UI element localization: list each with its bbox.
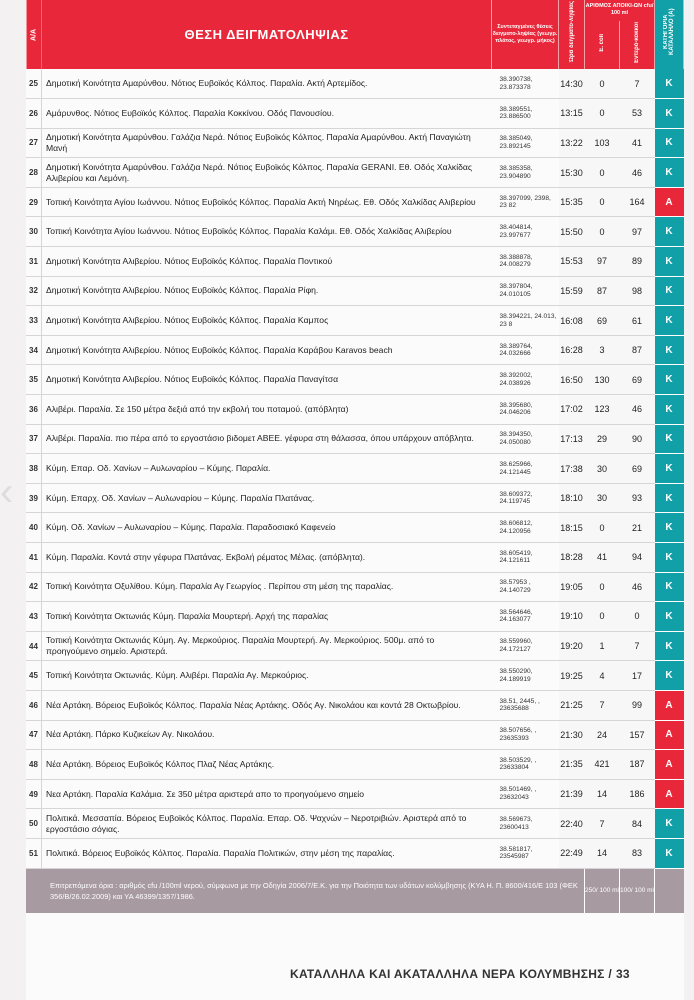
row-category: A	[655, 720, 684, 750]
row-number: 41	[26, 543, 42, 573]
row-ecoli: 0	[585, 602, 620, 632]
row-ecoli: 4	[585, 661, 620, 691]
row-time: 15:30	[559, 158, 585, 188]
row-coords: 38.404814, 23.997677	[492, 217, 559, 247]
row-place: Τοπική Κοινότητα Οκτωνιάς. Κύμη. Αλιβέρι. Παραλία Αγ. Μερκούριος.	[42, 661, 492, 691]
row-place: Αλιβέρι. Παραλία. πιο πέρα από το εργοστάσιο βιδομετ ΑΒΕΕ. γέφυρα στη θάλασσα, όπου υπάρχουν απόβλητα.	[42, 424, 492, 454]
row-place: Τοπική Κοινότητα Οξυλίθου. Κύμη. Παραλία Αγ Γεωργίος . Περίπου στη μέση της παραλίας.	[42, 572, 492, 602]
row-coords: 38.501469, , 23632043	[492, 779, 559, 809]
table-row	[26, 395, 684, 425]
row-enterococci: 98	[620, 276, 655, 306]
row-place: Τοπική Κοινότητα Αγίου Ιωάννου. Νότιος Ευβοϊκός Κόλπος. Παραλία Καλάμι. Εθ. Οδός Χαλκίδας Αλιβερίου	[42, 217, 492, 247]
row-place: Νέα Αρτάκη. Βόρειος Ευβοϊκός Κόλπος Πλαζ Νέας Αρτάκης.	[42, 750, 492, 780]
row-coords: 38.503529, , 23633804	[492, 750, 559, 780]
row-place: Δημοτική Κοινότητα Αλιβερίου. Νότιος Ευβοϊκός Κόλπος. Παραλία Καμπος	[42, 306, 492, 336]
row-place: Κύμη. Οδ. Χανίων – Αυλωναρίου – Κύμης. Παραλία. Παραδοσιακό Καφενείο	[42, 513, 492, 543]
row-time: 16:28	[559, 335, 585, 365]
row-ecoli: 1	[585, 631, 620, 661]
row-coords: 38.390738, 23.873378	[492, 69, 559, 99]
row-ecoli: 41	[585, 543, 620, 573]
row-ecoli: 7	[585, 690, 620, 720]
row-ecoli: 0	[585, 158, 620, 188]
row-ecoli: 87	[585, 276, 620, 306]
row-ecoli: 7	[585, 809, 620, 839]
row-enterococci: 99	[620, 690, 655, 720]
row-enterococci: 53	[620, 99, 655, 129]
row-category: K	[655, 838, 684, 868]
row-enterococci: 17	[620, 661, 655, 691]
table-row	[26, 720, 684, 750]
table-row	[26, 690, 684, 720]
row-place: Δημοτική Κοινότητα Αμαρύνθου. Γαλάζια Νερά. Νότιος Ευβοϊκός Κόλπος. Παραλία GERANI. Εθ. Οδός Χαλκίδας Αλιβερίου και Λεμόνη.	[42, 158, 492, 188]
table-row	[26, 809, 684, 839]
row-number: 39	[26, 483, 42, 513]
row-category: K	[655, 276, 684, 306]
row-enterococci: 69	[620, 365, 655, 395]
table-row	[26, 128, 684, 158]
row-ecoli: 0	[585, 187, 620, 217]
row-number: 48	[26, 750, 42, 780]
row-category: K	[655, 247, 684, 277]
row-category: A	[655, 750, 684, 780]
table-row	[26, 572, 684, 602]
row-coords: 38.581817, 23545987	[492, 838, 559, 868]
row-ecoli: 14	[585, 779, 620, 809]
row-coords: 38.625966, 24.121445	[492, 454, 559, 484]
row-time: 18:15	[559, 513, 585, 543]
header-micro: ΑΡΙΘΜΟΣ ΑΠΟΙΚΙ-ΩΝ cfu/ 100 ml	[585, 0, 655, 21]
row-time: 22:49	[559, 838, 585, 868]
row-place: Τοπική Κοινότητα Οκτωνιάς Κύμη. Παραλία Μουρτερή. Αρχή της παραλίας	[42, 602, 492, 632]
row-ecoli: 130	[585, 365, 620, 395]
table-row	[26, 543, 684, 573]
row-category: K	[655, 335, 684, 365]
row-category: K	[655, 631, 684, 661]
row-number: 45	[26, 661, 42, 691]
row-ecoli: 0	[585, 69, 620, 99]
header-place: ΘΕΣΗ ΔΕΙΓΜΑΤΟΛΗΨΙΑΣ	[42, 0, 492, 69]
row-coords: 38.51, 2445, , 23635688	[492, 690, 559, 720]
row-ecoli: 24	[585, 720, 620, 750]
row-coords: 38.392002, 24.038926	[492, 365, 559, 395]
row-time: 17:02	[559, 395, 585, 425]
page-footer-title: ΚΑΤΑΛΛΗΛΑ ΚΑΙ ΑΚΑΤΑΛΛΗΛΑ ΝΕΡΑ ΚΟΛΥΜΒΗΣΗΣ /	[290, 967, 612, 981]
row-place: Δημοτική Κοινότητα Αμαρύνθου. Γαλάζια Νερά. Νότιος Ευβοϊκός Κόλπος. Παραλία Αμαρύνθου. Ακτή Παναγιώτη Μανή	[42, 128, 492, 158]
row-coords: 38.609372, 24.119745	[492, 483, 559, 513]
row-time: 19:20	[559, 631, 585, 661]
row-enterococci: 41	[620, 128, 655, 158]
row-time: 21:30	[559, 720, 585, 750]
row-place: Νέα Αρτάκη. Βόρειος Ευβοϊκός Κόλπος. Παραλία Νέας Αρτάκης. Οδός Αγ. Νικολάου και κοντά 28 Οκτωβρίου.	[42, 690, 492, 720]
row-number: 42	[26, 572, 42, 602]
row-coords: 38.385358, 23.904890	[492, 158, 559, 188]
row-number: 26	[26, 99, 42, 129]
row-place: Αλιβέρι. Παραλία. Σε 150 μέτρα δεξιά από την εκβολή του ποταμού. (απόβλητα)	[42, 395, 492, 425]
row-category: K	[655, 217, 684, 247]
row-ecoli: 0	[585, 572, 620, 602]
row-time: 19:10	[559, 602, 585, 632]
row-time: 21:39	[559, 779, 585, 809]
row-enterococci: 46	[620, 572, 655, 602]
row-number: 35	[26, 365, 42, 395]
row-enterococci: 83	[620, 838, 655, 868]
table-body	[26, 69, 684, 868]
row-time: 16:08	[559, 306, 585, 336]
row-time: 19:05	[559, 572, 585, 602]
row-number: 32	[26, 276, 42, 306]
row-number: 28	[26, 158, 42, 188]
row-coords: 38.394350, 24.050080	[492, 424, 559, 454]
row-coords: 38.569673, 23600413	[492, 809, 559, 839]
header-time	[559, 0, 585, 69]
row-number: 31	[26, 247, 42, 277]
row-place: Δημοτική Κοινότητα Αλιβερίου. Νότιος Ευβοϊκός Κόλπος. Παραλία Ρίφη.	[42, 276, 492, 306]
row-coords: 38.550290, 24.189919	[492, 661, 559, 691]
row-category: K	[655, 424, 684, 454]
row-ecoli: 0	[585, 513, 620, 543]
header-aa: Α/Α	[26, 0, 42, 69]
row-time: 13:15	[559, 99, 585, 129]
row-number: 37	[26, 424, 42, 454]
row-enterococci: 61	[620, 306, 655, 336]
row-enterococci: 0	[620, 602, 655, 632]
row-enterococci: 93	[620, 483, 655, 513]
row-category: K	[655, 543, 684, 573]
row-ecoli: 123	[585, 395, 620, 425]
row-enterococci: 69	[620, 454, 655, 484]
row-time: 17:38	[559, 454, 585, 484]
table-row	[26, 335, 684, 365]
row-time: 21:25	[559, 690, 585, 720]
row-number: 27	[26, 128, 42, 158]
page-footer	[290, 967, 680, 981]
row-number: 50	[26, 809, 42, 839]
row-number: 38	[26, 454, 42, 484]
row-number: 33	[26, 306, 42, 336]
header-category	[655, 0, 684, 69]
row-coords: 38.605419, 24.121611	[492, 543, 559, 573]
row-time: 21:35	[559, 750, 585, 780]
table-row	[26, 69, 684, 99]
limits-note: Επιτρεπόμενα όρια : αριθμός cfu /100ml νερού, σύμφωνα με την Οδηγία 2006/7/Ε.Κ. για την Ποιότητα των υδάτων κολύμβησης (ΚΥΑ Η. Π. 8600/416/Ε 103 (ΦΕΚ 356/Β/26.02.2009) και ΥΑ 46399/1357/1986.	[26, 868, 585, 913]
row-place: Δημοτική Κοινότητα Αμαρύνθου. Νότιος Ευβοϊκός Κόλπος. Παραλία. Ακτή Αρτεμίδος.	[42, 69, 492, 99]
table-row	[26, 424, 684, 454]
row-coords: 38.57953 , 24.140729	[492, 572, 559, 602]
header-category-label: ΚΑΤΗΓΟΡΙΑ ΚΑΤΑΛΛΗΛΟ (Α)	[663, 8, 675, 56]
row-time: 22:40	[559, 809, 585, 839]
row-time: 13:22	[559, 128, 585, 158]
row-category: K	[655, 602, 684, 632]
row-coords: 38.564646, 24.163077	[492, 602, 559, 632]
row-place: Τοπική Κοινότητα Αγίου Ιωάννου. Νότιος Ευβοϊκός Κόλπος. Παραλία Ακτή Νηρέως. Εθ. Οδός Χαλκίδας Αλιβερίου	[42, 187, 492, 217]
row-enterococci: 84	[620, 809, 655, 839]
row-enterococci: 186	[620, 779, 655, 809]
row-ecoli: 103	[585, 128, 620, 158]
row-ecoli: 421	[585, 750, 620, 780]
row-enterococci: 46	[620, 158, 655, 188]
row-time: 19:25	[559, 661, 585, 691]
row-number: 43	[26, 602, 42, 632]
row-category: K	[655, 513, 684, 543]
row-coords: 38.397099, 2398, 23 82	[492, 187, 559, 217]
row-category: K	[655, 661, 684, 691]
row-enterococci: 164	[620, 187, 655, 217]
row-number: 30	[26, 217, 42, 247]
row-place: Δημοτική Κοινότητα Αλιβερίου. Νότιος Ευβοϊκός Κόλπος. Παραλία Ποντικού	[42, 247, 492, 277]
row-category: K	[655, 306, 684, 336]
row-ecoli: 30	[585, 483, 620, 513]
table-row	[26, 779, 684, 809]
table-row	[26, 306, 684, 336]
row-time: 15:50	[559, 217, 585, 247]
row-place: Δημοτική Κοινότητα Αλιβερίου. Νότιος Ευβοϊκός Κόλπος. Παραλία Καράβου Karavos beach	[42, 335, 492, 365]
row-enterococci: 187	[620, 750, 655, 780]
row-number: 47	[26, 720, 42, 750]
row-time: 17:13	[559, 424, 585, 454]
row-coords: 38.559960, 24.172127	[492, 631, 559, 661]
row-category: K	[655, 572, 684, 602]
row-place: Νεα Αρτάκη. Παραλία Καλάμια. Σε 350 μέτρα αριστερά απο το προηγούμενο σημείο	[42, 779, 492, 809]
row-number: 25	[26, 69, 42, 99]
row-enterococci: 97	[620, 217, 655, 247]
row-time: 15:53	[559, 247, 585, 277]
row-time: 18:10	[559, 483, 585, 513]
row-category: K	[655, 158, 684, 188]
row-category: K	[655, 365, 684, 395]
table-row	[26, 750, 684, 780]
row-coords: 38.388878, 24.008279	[492, 247, 559, 277]
row-number: 34	[26, 335, 42, 365]
table-row	[26, 187, 684, 217]
header-ecoli	[585, 21, 620, 69]
row-place: Αμάρυνθος. Νότιος Ευβοϊκός Κόλπος. Παραλία Κοκκίνου. Οδός Πανουσίου.	[42, 99, 492, 129]
row-time: 15:59	[559, 276, 585, 306]
row-place: Κύμη. Επαρ. Οδ. Χανίων – Αυλωναρίου – Κύμης. Παραλία.	[42, 454, 492, 484]
table-row	[26, 276, 684, 306]
row-coords: 38.397804, 24.010105	[492, 276, 559, 306]
row-ecoli: 30	[585, 454, 620, 484]
table-row	[26, 483, 684, 513]
header-ecoli-label: E. coli	[599, 33, 605, 52]
row-ecoli: 3	[585, 335, 620, 365]
page-number: 33	[615, 967, 630, 981]
results-page	[26, 0, 684, 1000]
table-row	[26, 454, 684, 484]
row-time: 14:30	[559, 69, 585, 99]
table-row	[26, 838, 684, 868]
row-enterococci: 87	[620, 335, 655, 365]
limit-enterococci: 100/ 100 ml	[620, 868, 655, 913]
row-category: K	[655, 483, 684, 513]
row-number: 36	[26, 395, 42, 425]
row-time: 18:28	[559, 543, 585, 573]
row-number: 44	[26, 631, 42, 661]
row-time: 16:50	[559, 365, 585, 395]
row-ecoli: 69	[585, 306, 620, 336]
row-enterococci: 46	[620, 395, 655, 425]
row-place: Νέα Αρτάκη. Πάρκο Κυζικείων Αγ. Νικολάου.	[42, 720, 492, 750]
table-row	[26, 513, 684, 543]
row-coords: 38.395680, 24.046206	[492, 395, 559, 425]
row-category: K	[655, 128, 684, 158]
row-category: A	[655, 187, 684, 217]
row-coords: 38.385049, 23.892145	[492, 128, 559, 158]
row-enterococci: 90	[620, 424, 655, 454]
row-enterococci: 21	[620, 513, 655, 543]
table-row	[26, 217, 684, 247]
row-place: Κύμη. Επαρχ. Οδ. Χανίων – Αυλωναρίου – Κύμης. Παραλία Πλατάνας.	[42, 483, 492, 513]
row-ecoli: 0	[585, 99, 620, 129]
row-place: Κύμη. Παραλία. Κοντά στην γέφυρα Πλατάνας. Εκβολή ρέματος Μέλας. (απόβλητα).	[42, 543, 492, 573]
row-time: 15:35	[559, 187, 585, 217]
limit-ecoli: 250/ 100 ml	[585, 868, 620, 913]
row-enterococci: 7	[620, 69, 655, 99]
row-enterococci: 157	[620, 720, 655, 750]
row-enterococci: 7	[620, 631, 655, 661]
row-place: Πολιτικά. Βόρειος Ευβοϊκός Κόλπος. Παραλία. Παραλία Πολιτικών, στην μέση της παραλίας.	[42, 838, 492, 868]
table-row	[26, 158, 684, 188]
row-number: 40	[26, 513, 42, 543]
row-number: 51	[26, 838, 42, 868]
row-coords: 38.394221, 24.013, 23 8	[492, 306, 559, 336]
row-number: 49	[26, 779, 42, 809]
row-number: 46	[26, 690, 42, 720]
header-enterococci	[620, 21, 655, 69]
row-ecoli: 14	[585, 838, 620, 868]
header-coords: Συντεταγμένες θέσεις δειγματο-ληψίας (γεωγρ. πλάτος, γεωγρ. μήκος)	[492, 0, 559, 69]
table-row	[26, 661, 684, 691]
table-row	[26, 365, 684, 395]
row-ecoli: 29	[585, 424, 620, 454]
row-coords: 38.389764, 24.032666	[492, 335, 559, 365]
sampling-results-table	[26, 0, 684, 913]
row-coords: 38.606812, 24.120956	[492, 513, 559, 543]
crop-mark: ‹	[0, 470, 14, 514]
table-row	[26, 99, 684, 129]
row-place: Πολιτικά. Μεσσαπία. Βόρειος Ευβοϊκός Κόλπος. Παραλία. Επαρ. Οδ. Ψαχνών – Νεροτριβιών. Αριστερά από το εργοστάσιο σόγιας.	[42, 809, 492, 839]
row-category: K	[655, 809, 684, 839]
table-row	[26, 631, 684, 661]
limit-blank	[655, 868, 684, 913]
row-category: A	[655, 690, 684, 720]
row-category: K	[655, 454, 684, 484]
row-ecoli: 0	[585, 217, 620, 247]
row-category: A	[655, 779, 684, 809]
row-coords: 38.389551, 23.886500	[492, 99, 559, 129]
header-time-label: Ώρα δειγματο-ληψίας	[568, 1, 575, 63]
row-enterococci: 94	[620, 543, 655, 573]
row-category: K	[655, 99, 684, 129]
row-category: K	[655, 395, 684, 425]
row-place: Δημοτική Κοινότητα Αλιβερίου. Νότιος Ευβοϊκός Κόλπος. Παραλία Παναγίτσα	[42, 365, 492, 395]
row-category: K	[655, 69, 684, 99]
row-coords: 38.507656, , 23635393	[492, 720, 559, 750]
row-number: 29	[26, 187, 42, 217]
header-enterococci-label: Εντερό-κοκκοι	[634, 22, 640, 63]
row-place: Τοπική Κοινότητα Οκτωνιάς Κύμη. Αγ. Μερκούριος. Παραλία Μουρτερή. Αγ. Μερκούριος. 500μ. από το προηγούμενο σημείο. Αριστερά.	[42, 631, 492, 661]
row-enterococci: 89	[620, 247, 655, 277]
row-ecoli: 97	[585, 247, 620, 277]
table-row	[26, 602, 684, 632]
table-row	[26, 247, 684, 277]
